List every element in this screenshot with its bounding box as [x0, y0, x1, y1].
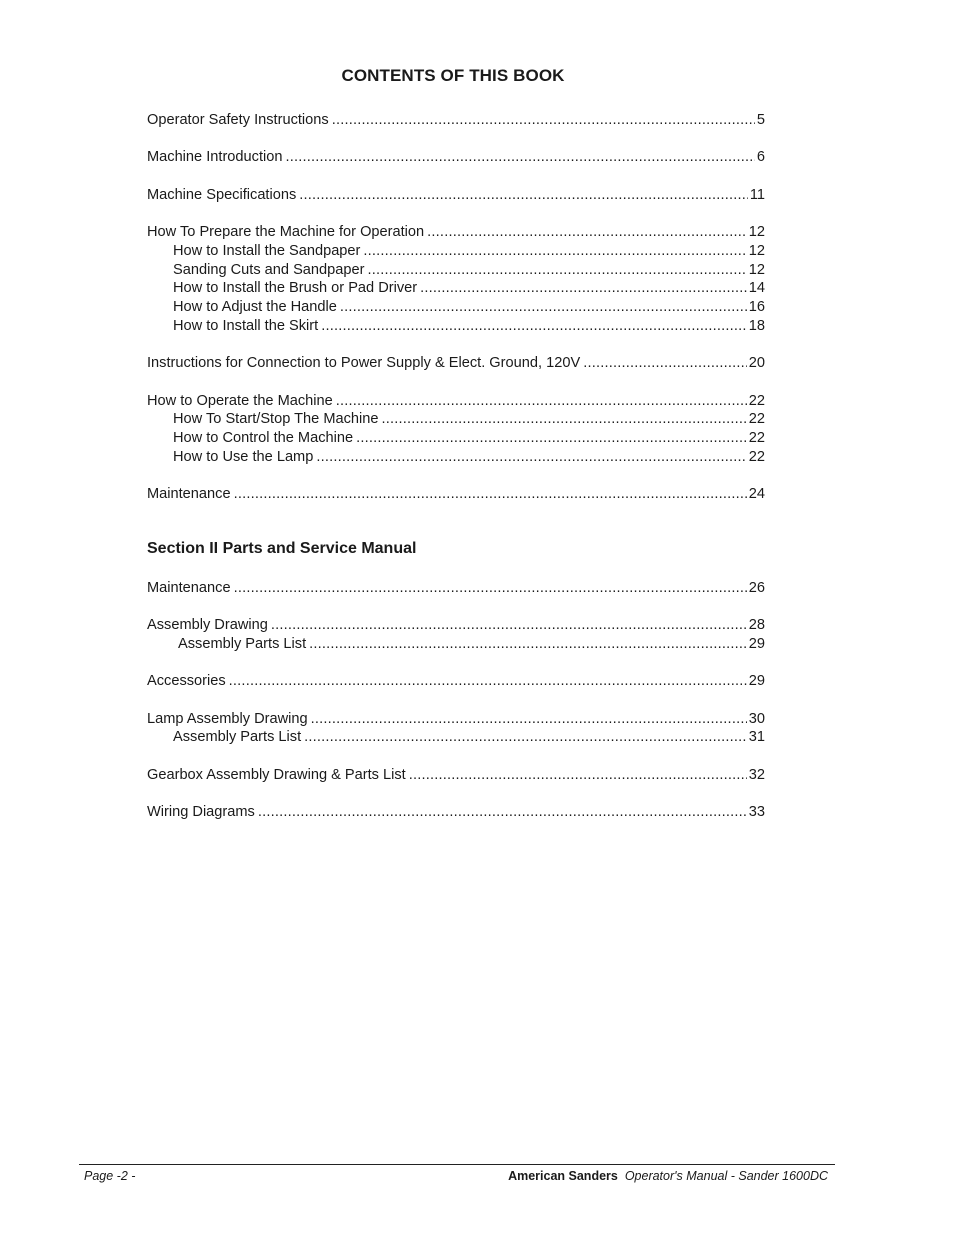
dot-leader: [234, 486, 747, 502]
toc-subentry-handle[interactable]: [147, 299, 765, 319]
toc-entry-label: How to Install the Brush or Pad Driver: [173, 280, 418, 296]
toc-entry-label: How to Adjust the Handle: [173, 299, 337, 315]
toc-entry-label: Machine Introduction: [147, 149, 283, 165]
dot-leader: [368, 262, 747, 278]
dot-leader: [316, 449, 746, 465]
dot-leader: [363, 243, 746, 259]
toc-subentry-control[interactable]: [147, 430, 765, 450]
toc-page-number: 22: [748, 411, 765, 427]
toc-entry-label: How To Start/Stop The Machine: [173, 411, 379, 427]
dot-leader: [321, 318, 747, 334]
toc-entry-label: Maintenance: [147, 486, 231, 502]
dot-leader: [583, 355, 747, 371]
footer-brand: American Sanders: [508, 1169, 618, 1183]
toc-subentry-assembly-parts[interactable]: [147, 636, 765, 656]
toc-page-number: 22: [748, 430, 765, 446]
dot-leader: [285, 149, 754, 165]
toc-entry-label: Assembly Parts List: [178, 636, 307, 652]
dot-leader: [309, 636, 747, 652]
toc-entry-label: Lamp Assembly Drawing: [147, 711, 308, 727]
dot-leader: [420, 280, 747, 296]
dot-leader: [229, 673, 747, 689]
page-title: CONTENTS OF THIS BOOK: [341, 66, 565, 85]
dot-leader: [311, 711, 747, 727]
toc-entry-label: How to Install the Skirt: [173, 318, 319, 334]
toc-page-number: 22: [748, 449, 765, 465]
toc-subentry-skirt[interactable]: [147, 318, 765, 338]
toc-entry-assembly-drawing[interactable]: [147, 617, 765, 637]
toc-entry-power[interactable]: [147, 355, 765, 375]
toc-entry-label: Wiring Diagrams: [147, 804, 255, 820]
dot-leader: [299, 187, 748, 203]
toc-entry-label: Maintenance: [147, 580, 231, 596]
toc-entry-s2-maintenance[interactable]: [147, 580, 765, 600]
toc-entry-accessories[interactable]: [147, 673, 765, 693]
toc-page-number: 16: [748, 299, 765, 315]
dot-leader: [340, 299, 747, 315]
toc-entry-label: Instructions for Connection to Power Supply & Elect. Ground, 120V: [147, 355, 581, 371]
toc-entry-label: Accessories: [147, 673, 226, 689]
toc-entry-maintenance[interactable]: [147, 486, 765, 506]
toc-entry-label: How to Control the Machine: [173, 430, 354, 446]
toc-entry-safety[interactable]: [147, 112, 765, 132]
dot-leader: [427, 224, 747, 240]
toc-page-number: 29: [748, 636, 765, 652]
dot-leader: [356, 430, 747, 446]
dot-leader: [304, 729, 747, 745]
dot-leader: [234, 580, 747, 596]
toc-entry-specifications[interactable]: [147, 187, 765, 207]
toc-entry-label: Operator Safety Instructions: [147, 112, 329, 128]
section-heading: Section II Parts and Service Manual: [147, 540, 417, 557]
toc-page-number: 26: [748, 580, 765, 596]
toc-entry-operate[interactable]: [147, 393, 765, 413]
dot-leader: [258, 804, 747, 820]
toc-entry-label: Sanding Cuts and Sandpaper: [173, 262, 365, 278]
toc-subentry-lamp[interactable]: [147, 449, 765, 469]
toc-entry-introduction[interactable]: [147, 149, 765, 169]
toc-entry-label: Machine Specifications: [147, 187, 297, 203]
toc-page-number: 29: [748, 673, 765, 689]
toc-entry-label: How to Use the Lamp: [173, 449, 314, 465]
toc-page-number: 5: [756, 112, 765, 128]
toc-page-number: 6: [756, 149, 765, 165]
footer-manual-name: Operator's Manual - Sander 1600DC: [624, 1169, 828, 1183]
toc-page-number: 20: [748, 355, 765, 371]
toc-entry-lamp-assembly[interactable]: [147, 711, 765, 731]
toc-page-number: 24: [748, 486, 765, 502]
toc-page-number: 12: [748, 262, 765, 278]
toc-subentry-start-stop[interactable]: [147, 411, 765, 431]
footer-divider: [79, 1164, 835, 1165]
toc-entry-gearbox[interactable]: [147, 767, 765, 787]
toc-entry-label: How to Install the Sandpaper: [173, 243, 361, 259]
toc-page-number: 30: [748, 711, 765, 727]
toc-page-number: 18: [748, 318, 765, 334]
dot-leader: [336, 393, 747, 409]
toc-page-number: 14: [748, 280, 765, 296]
toc-page-number: 31: [748, 729, 765, 745]
toc-entry-label: Gearbox Assembly Drawing & Parts List: [147, 767, 406, 783]
toc-page-number: 28: [748, 617, 765, 633]
toc-entry-label: Assembly Parts List: [173, 729, 302, 745]
dot-leader: [409, 767, 747, 783]
dot-leader: [382, 411, 747, 427]
toc-entry-prepare[interactable]: [147, 224, 765, 244]
toc-page-number: 22: [748, 393, 765, 409]
toc-subentry-lamp-parts[interactable]: [147, 729, 765, 749]
toc-subentry-sanding-cuts[interactable]: [147, 262, 765, 282]
footer-page-number: Page -2 -: [84, 1169, 136, 1183]
dot-leader: [332, 112, 755, 128]
toc-page-number: 32: [748, 767, 765, 783]
toc-entry-label: How To Prepare the Machine for Operation: [147, 224, 425, 240]
footer-document-title: [508, 1169, 828, 1183]
dot-leader: [271, 617, 747, 633]
toc-entry-wiring[interactable]: [147, 804, 765, 824]
toc-page-number: 12: [748, 243, 765, 259]
toc-subentry-sandpaper[interactable]: [147, 243, 765, 263]
toc-entry-label: How to Operate the Machine: [147, 393, 333, 409]
toc-page-number: 11: [749, 187, 765, 203]
toc-entry-label: Assembly Drawing: [147, 617, 268, 633]
toc-subentry-brush[interactable]: [147, 280, 765, 300]
toc-page-number: 33: [748, 804, 765, 820]
toc-page-number: 12: [748, 224, 765, 240]
